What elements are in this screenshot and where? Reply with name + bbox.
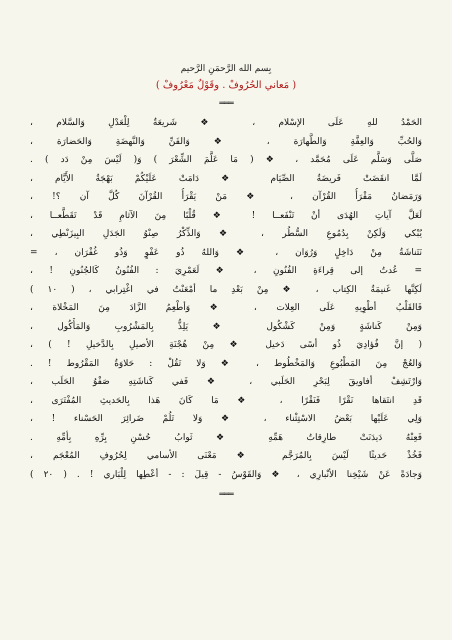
poem-line: يُبْكي وَلَكِنْ بِدُمُوعِ السُّطُر ، ❖ وَالذِّكْرُ صِنْوُ الجَدَلِ البِيزَنْطِي ، xyxy=(30,229,422,239)
basmala: بِسم الله الرَّحمَنِ الرَّحيم xyxy=(180,64,272,74)
poem-line: وَالحُبِّ وَالعِفَّةِ وَالطَّهارَة ، ❖ وَالفَنِّ وَالنَّهضَةِ وَالحَضارَة ، xyxy=(30,136,422,147)
poem-line: صَلَّى وَسَلَّم عَلَى مُحَمَّد ، ❖ ( مَا عَلَّمَ الشِّعْرَ ) وَ( لَيْسَ مِنْ دَد ) . xyxy=(30,155,422,165)
poem-line: وَمِنْ كَناشَةٍ وَمِنْ كَشْكُول ❖ يَلِذُّ بِالمَشْرُوبِ وَالمَأْكُول ، xyxy=(30,321,422,332)
poem-line: ( إنَّ فُؤادِيَ ذُو أسًى دَخيل ❖ مِنْ هُجْنَةِ الأصيلِ بِالدَّخيلِ ! ) ، xyxy=(30,340,422,350)
subtitle: ( مَعاني الحُرُوفْ . وقَوْلٌ مَعْرُوفْ ) xyxy=(155,80,297,91)
poem-line: وَارْتَشِفْ أفاويقَ لِبَحْرِ الحَلَبي ، ❖ فَفي كَناشَتِهِ صَفْوُ الحَلَب ، xyxy=(30,377,422,387)
poem-line: نَتَناشَةُ مِنْ دَاخِلٍ وَرُوَان ، ❖ وَاللهُ ذُو عَفْوٍ وَذُو غُفْرَان ، = xyxy=(30,247,422,258)
poem-line: وَالعُجْ مِنَ المَطْبُوعِ وَالمَخْطُوط ، ❖ وَلا تَقُلْ : حَلاوَةُ المَقْرُوط ! . xyxy=(30,358,422,369)
poem-line: وَلِي عَلَيْها بَعْضُ الاسْتِثْناء ، ❖ وَلا تَلُمْ ضَرائِرَ الحَسْناء ! ، xyxy=(30,414,422,424)
bottom-divider: ═══ xyxy=(219,490,233,500)
poem-line: وَرَمَضانُ مَقْرَأُ القُرْآن ، ❖ مَنْ يَقْرَأُ القُرْآنَ كُلَّ آن ؟! ، xyxy=(30,192,422,202)
poem-line: فَالقَلْبُ أطْوِيهِ عَلَى العِلات ، ❖ وَأطْعِمُ الزَّادَ مِنَ المَخْلاة ، xyxy=(30,303,422,313)
poem-line: فَخُذْ حَديثًا لَيْسَ بِالمُرَجَّم ❖ مَعْنَى الأسامي لِحُرُوفِ المُعْجَم ، xyxy=(30,451,422,461)
poem-line: وَجادَةً عَنْ شَيْخِنا الأنْبارِي ، ❖ وَالقَوْسُ - قِيلَ : - أعْطِها لِلْبَاري ! . ( ٢٠ ) xyxy=(30,469,422,480)
poem-line: فَعِنْهُ دَيدَنَتْ طارِقاتُ هَمِّهِ ❖ ثَوابُ حُسْنِ بِرِّهِ بِأمِّهِ . xyxy=(30,432,422,443)
poem-line: قَدِ انتَقاها نَقْرًا فَنَقْرًا ، ❖ مَا كَانَ هَذا بِالحَديثِ المُفْتَرَى ، xyxy=(30,395,422,406)
poem-line: الحَمْدُ للهِ عَلَى الإسْلام ، ❖ شَريعَةٌ لِلْعَدْلِ وَالسَّلام ، xyxy=(30,118,422,128)
poem-body xyxy=(30,114,422,484)
poem-line: = عُدتُ إلى قِراءَةِ الفُنُونِ ، ❖ لَعَمْرِيَ : الفُنُونُ كَالجُنُونِ ! ، xyxy=(30,266,422,276)
poem-line: لَكِنَّها غَنيمَةُ الكِتاب ، ❖ مِنْ بَعْدِ ما أمْعَنْتُ في اغْتِرابي ، ( ١٠ ) xyxy=(30,284,422,295)
top-divider: ═══ xyxy=(219,99,233,109)
poem-line: لَعَلَّ آياتِ الهُدَى أنْ تَنْفَعــا ! ❖ قُلْبًا مِنَ الآثامِ قَدْ تَقَطَّعــا ، xyxy=(30,210,422,221)
poem-line: لَمَّا انقَضَتْ فَريضَةُ الصِّيَام ❖ دَامَتْ عَلَيْكُمْ بَهْجَةُ الأَيَّام ، xyxy=(30,173,422,184)
